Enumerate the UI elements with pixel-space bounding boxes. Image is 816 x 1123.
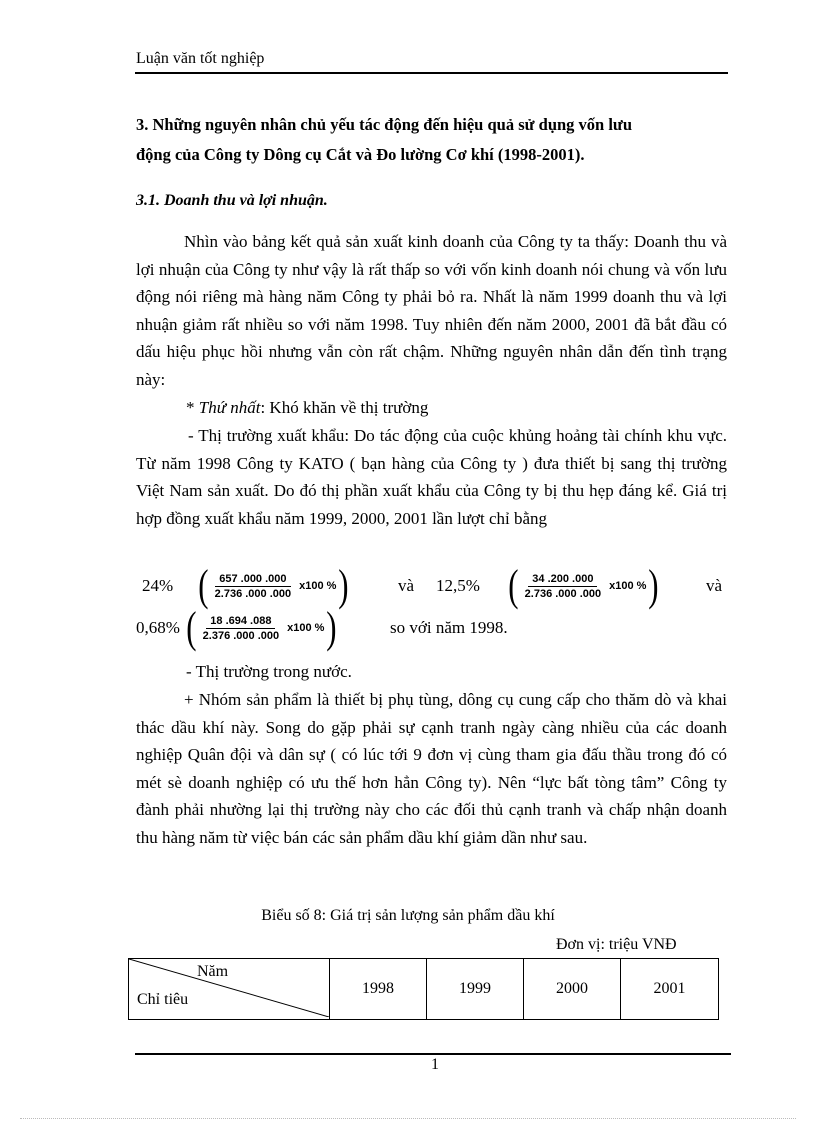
corner-label-indicator: Chỉ tiêu xyxy=(137,991,189,1008)
formula-1-fraction xyxy=(211,573,295,600)
formula-3-fraction xyxy=(199,615,283,642)
formula-3-close-paren: ) xyxy=(326,603,337,652)
table-caption: Biểu số 8: Giá trị sản lượng sản phẩm dầu khí xyxy=(261,907,555,924)
product-value-table xyxy=(128,958,719,1020)
formula-2-open-paren: ( xyxy=(508,561,519,610)
year-1999: 1999 xyxy=(427,959,524,1020)
formula-1 xyxy=(196,561,351,610)
first-prefix: * xyxy=(186,398,199,417)
section-3-title-line1: 3. Những nguyên nhân chủ yếu tác động đến hiệu quả sử dụng vốn lưu xyxy=(136,115,633,134)
page-edge xyxy=(20,1118,796,1119)
formula-2-fraction xyxy=(521,573,605,600)
first-rest: : Khó khăn về thị trường xyxy=(260,398,429,417)
formula-1-denominator: 2.736 .000 .000 xyxy=(214,587,292,600)
formula-row-1 xyxy=(142,561,728,610)
formula-1-open-paren: ( xyxy=(198,561,209,610)
running-header: Luận văn tốt nghiệp xyxy=(136,50,265,67)
corner-label-year: Năm xyxy=(197,963,229,980)
section-3-1-title: 3.1. Doanh thu và lợi nhuận. xyxy=(136,192,328,209)
formula-3-connector: so với năm 1998. xyxy=(390,618,508,637)
first-reason xyxy=(186,394,777,422)
formula-1-close-paren: ) xyxy=(338,561,349,610)
formula-2-denominator: 2.736 .000 .000 xyxy=(524,587,602,600)
formula-3 xyxy=(184,603,339,652)
formula-1-percent: 24% xyxy=(142,576,174,595)
formula-3-percent: 0,68% xyxy=(136,618,180,637)
formula-3-denominator: 2.376 .000 .000 xyxy=(202,629,280,642)
formula-3-multiplier: x100 % xyxy=(287,622,325,634)
formula-1-multiplier: x100 % xyxy=(299,580,337,592)
year-1998: 1998 xyxy=(330,959,427,1020)
corner-cell xyxy=(129,959,330,1020)
section-3-title-line2: động của Công ty Dông cụ Cắt và Đo lường Cơ khí (1998-2001). xyxy=(136,145,585,164)
formula-1-connector: và xyxy=(398,576,415,595)
year-2001: 2001 xyxy=(621,959,719,1020)
formula-2-multiplier: x100 % xyxy=(609,580,647,592)
paragraph-2: - Thị trường xuất khẩu: Do tác động của cuộc khủng hoảng tài chính khu vực. Từ năm 1998 Công ty KATO ( bạn hàng của Công ty ) đưa thiết bị sang thị trường Việt Nam sản xuất. Do đó thị phần xuất khẩu của Công ty bị thu hẹp đáng kể. Giá trị hợp đồng xuất khẩu năm 1999, 2000, 2001 lần lượt chỉ bằng xyxy=(136,426,727,528)
section-3-title xyxy=(136,110,726,170)
formula-3-numerator: 18 .694 .088 xyxy=(206,615,275,629)
formula-2-connector: và xyxy=(706,576,723,595)
domestic-market: - Thị trường trong nước. xyxy=(186,662,352,681)
formula-2 xyxy=(506,561,661,610)
footer-rule xyxy=(135,1053,731,1055)
formula-3-open-paren: ( xyxy=(186,603,197,652)
formula-2-numerator: 34 .200 .000 xyxy=(528,573,597,587)
paragraph-1: Nhìn vào bảng kết quả sản xuất kinh doanh của Công ty ta thấy: Doanh thu và lợi nhuận của Công ty như vậy là rất thấp so với vốn kinh doanh nói chung và vốn lưu động nói riêng mà hàng năm Công ty phải bỏ ra. Nhất là năm 1999 doanh thu và lợi nhuận giảm rất nhiều so với năm 1998. Tuy nhiên đến năm 2000, 2001 đã bắt đầu có dấu hiệu phục hồi nhưng vẫn còn rất chậm. Những nguyên nhân dẫn đến tình trạng này: xyxy=(136,232,727,389)
formula-row-2 xyxy=(136,603,726,652)
header-rule xyxy=(135,72,728,74)
paragraph-3: + Nhóm sản phẩm là thiết bị phụ tùng, dông cụ cung cấp cho thăm dò và khai thác dầu khí này. Song do gặp phải sự cạnh tranh ngày càng nhiều của các doanh nghiệp Quân đội và dân sự ( có lúc tới 9 đơn vị cùng tham gia đấu thầu trong đó có mét sè doanh nghiệp có ưu thế hơn hẳn Công ty). Nên “lực bất tòng tâm” Công ty đành phải nhường lại thị trường này cho các đối thủ cạnh tranh và chấp nhận doanh thu hàng năm từ việc bán các sản phẩm dầu khí giảm dần như sau. xyxy=(136,690,727,847)
table-header-row xyxy=(129,959,719,1020)
table-unit: Đơn vị: triệu VNĐ xyxy=(556,936,677,953)
first-label: Thứ nhất xyxy=(198,398,261,417)
page-number: 1 xyxy=(431,1056,439,1073)
formula-1-numerator: 657 .000 .000 xyxy=(215,573,290,587)
year-2000: 2000 xyxy=(524,959,621,1020)
formula-2-percent: 12,5% xyxy=(436,576,480,595)
formula-2-close-paren: ) xyxy=(648,561,659,610)
